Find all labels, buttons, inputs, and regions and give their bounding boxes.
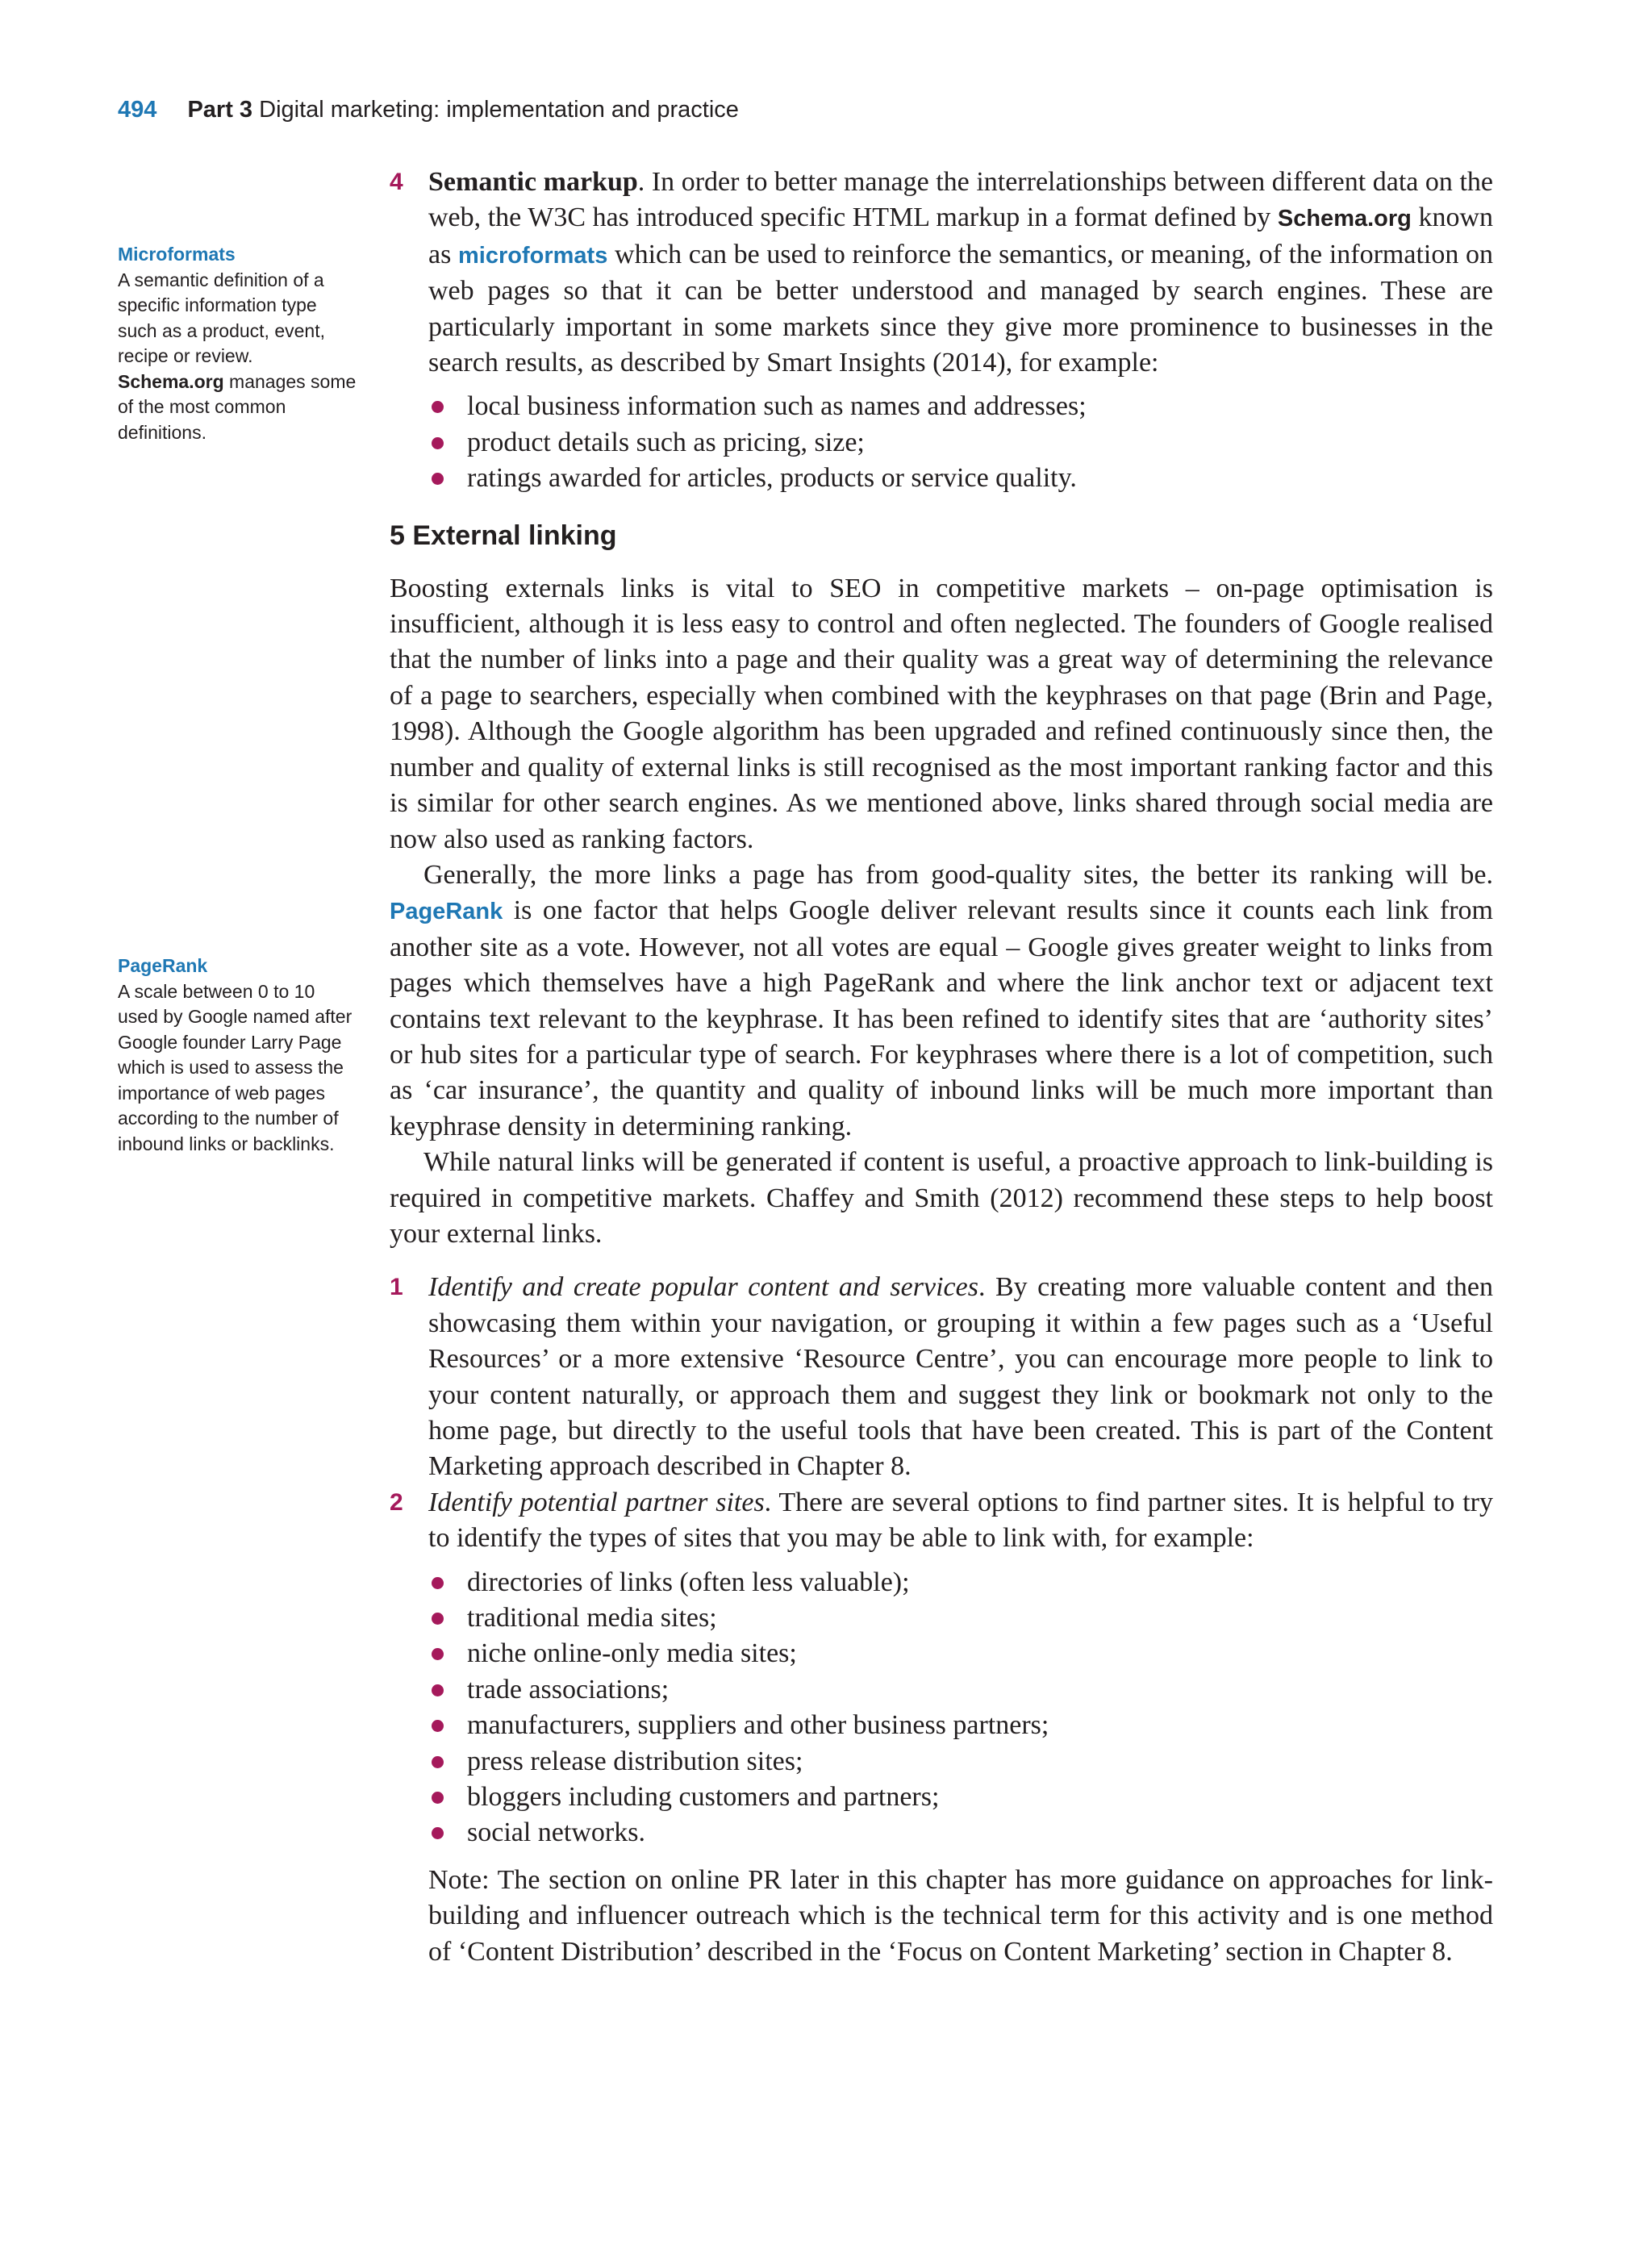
bullet-icon: [432, 1648, 444, 1660]
schema-org-term: Schema.org: [1277, 206, 1412, 232]
item-text: which can be used to reinforce the semantics, or meaning, of the information on web pages so that it can be better understood and managed by search engines. These are particularly important in some markets since they give more prominence to businesses in the search results, as described by Smart Insights (2014), for example:: [428, 239, 1494, 378]
item-lead: Identify and create popular content and services: [428, 1272, 978, 1303]
margin-note-term: Microformats: [118, 244, 236, 265]
item-text: . In order to better manage the interrelationships between different data on the web, the W3C has introduced specific HTML markup in a format defined by: [428, 167, 1494, 233]
list-item: niche online-only media sites;: [428, 1636, 1493, 1671]
bullet-icon: [432, 1827, 444, 1839]
list-item: manufacturers, suppliers and other business partners;: [428, 1708, 1493, 1743]
running-head: [118, 95, 739, 124]
margin-note-definition-end: manages some of the most common definitions.: [118, 370, 357, 443]
margin-note-org: Schema.org: [118, 370, 224, 392]
bullet-icon: [432, 1792, 444, 1804]
list-item: local business information such as names and addresses;: [428, 389, 1493, 424]
section-heading: 5 External linking: [390, 520, 617, 551]
main-text: [390, 165, 1493, 1970]
page-number: 494: [118, 97, 157, 123]
item-text: known as: [428, 202, 1494, 269]
item-number: 4: [390, 169, 403, 195]
list-item: trade associations;: [428, 1672, 1493, 1708]
keyword-microformats: microformats: [458, 242, 608, 269]
bullet-icon: [432, 473, 444, 485]
paragraph: Generally, the more links a page has from good-quality sites, the better its ranking will be. PageRank is one factor that helps Google deliver relevant results since it counts each link from another site as a vote. However, not all votes are equal – Google gives greater weight to links from pages which themselves have a high PageRank and where the link anchor text or adjacent text contains text relevant to the keyphrase. It has been refined to identify sites that are ‘authority sites’ or hub sites for a particular type of search. For keyphrases where there is a lot of competition, such as ‘car insurance’, the quantity and quality of inbound links will be much more important than keyphrase density in determining ranking.: [390, 859, 1494, 1141]
margin-note-microformats: [118, 242, 360, 445]
bullet-icon: [432, 1684, 444, 1696]
bullet-icon: [432, 1720, 444, 1732]
bullet-icon: [432, 1577, 444, 1589]
semantic-bullet-list: [428, 389, 1493, 496]
item-lead: Semantic markup: [428, 167, 638, 197]
paragraph: Boosting externals links is vital to SEO in competitive markets – on-page optimisation is insufficient, although it is less easy to control and often neglected. The founders of Google realised that the number of links into a page and their quality was a great way of determining the relevance of a page to searchers, especially when combined with the keyphrases on that page (Brin and Page, 1998). Although the Google algorithm has been upgraded and refined continuously since then, the number and quality of external links is still recognised as the most important ranking factor and this is similar for other search engines. As we mentioned above, links shared through social media are now also used as ranking factors.: [390, 573, 1493, 854]
paragraph: While natural links will be generated if content is useful, a proactive approach to link-building is required in competitive markets. Chaffey and Smith (2012) recommend these steps to help boost your external links.: [390, 1147, 1493, 1249]
item-text: . There are several options to find partner sites. It is helpful to try to identify the types of sites that you may be able to link with, for example:: [428, 1487, 1493, 1554]
list-item: directories of links (often less valuable);: [428, 1565, 1493, 1600]
partner-sites-list: [428, 1565, 1493, 1851]
list-item: traditional media sites;: [428, 1600, 1493, 1636]
item-lead: Identify potential partner sites: [428, 1487, 765, 1517]
bullet-icon: [432, 1756, 444, 1768]
margin-note-term: PageRank: [118, 955, 208, 976]
item-text: . By creating more valuable content and then showcasing them within your navigation, or grouping it within a few pages such as a ‘Useful Resources’ or a more extensive ‘Resource Centre’, you can encourage more people to link to your content naturally, or approach them and suggest they link or bookmark not only to the home page, but directly to the useful tools that have been created. This is part of the Content Marketing approach described in Chapter 8.: [428, 1272, 1493, 1482]
bullet-icon: [432, 437, 444, 449]
numbered-item-4: [390, 165, 1493, 381]
margin-note-definition: A scale between 0 to 10 used by Google named after Google founder Larry Page which is used to assess the importance of web pages according to the number of inbound links or backlinks.: [118, 980, 353, 1154]
list-item: social networks.: [428, 1815, 1493, 1851]
item-number: 1: [390, 1274, 403, 1301]
numbered-item-1: [390, 1270, 1493, 1484]
keyword-pagerank: PageRank: [390, 899, 503, 925]
bullet-icon: [432, 1613, 444, 1625]
list-item: ratings awarded for articles, products or service quality.: [428, 461, 1493, 496]
list-item: bloggers including customers and partners;: [428, 1780, 1493, 1815]
list-item: product details such as pricing, size;: [428, 425, 1493, 461]
margin-note-pagerank: [118, 953, 360, 1157]
running-head-title: Digital marketing: implementation and practice: [259, 97, 739, 123]
numbered-item-2: [390, 1485, 1493, 1557]
list-item: press release distribution sites;: [428, 1744, 1493, 1780]
note-paragraph: Note: The section on online PR later in this chapter has more guidance on approaches for link-building and influencer outreach which is the technical term for this activity and is one method of ‘Content Distribution’ described in the ‘Focus on Content Marketing’ section in Chapter 8.: [428, 1864, 1493, 1967]
item-number: 2: [390, 1488, 403, 1516]
part-label: Part 3: [187, 97, 253, 123]
bullet-icon: [432, 401, 444, 413]
margin-note-definition: A semantic definition of a specific information type such as a product, event, recipe or review.: [118, 269, 325, 366]
